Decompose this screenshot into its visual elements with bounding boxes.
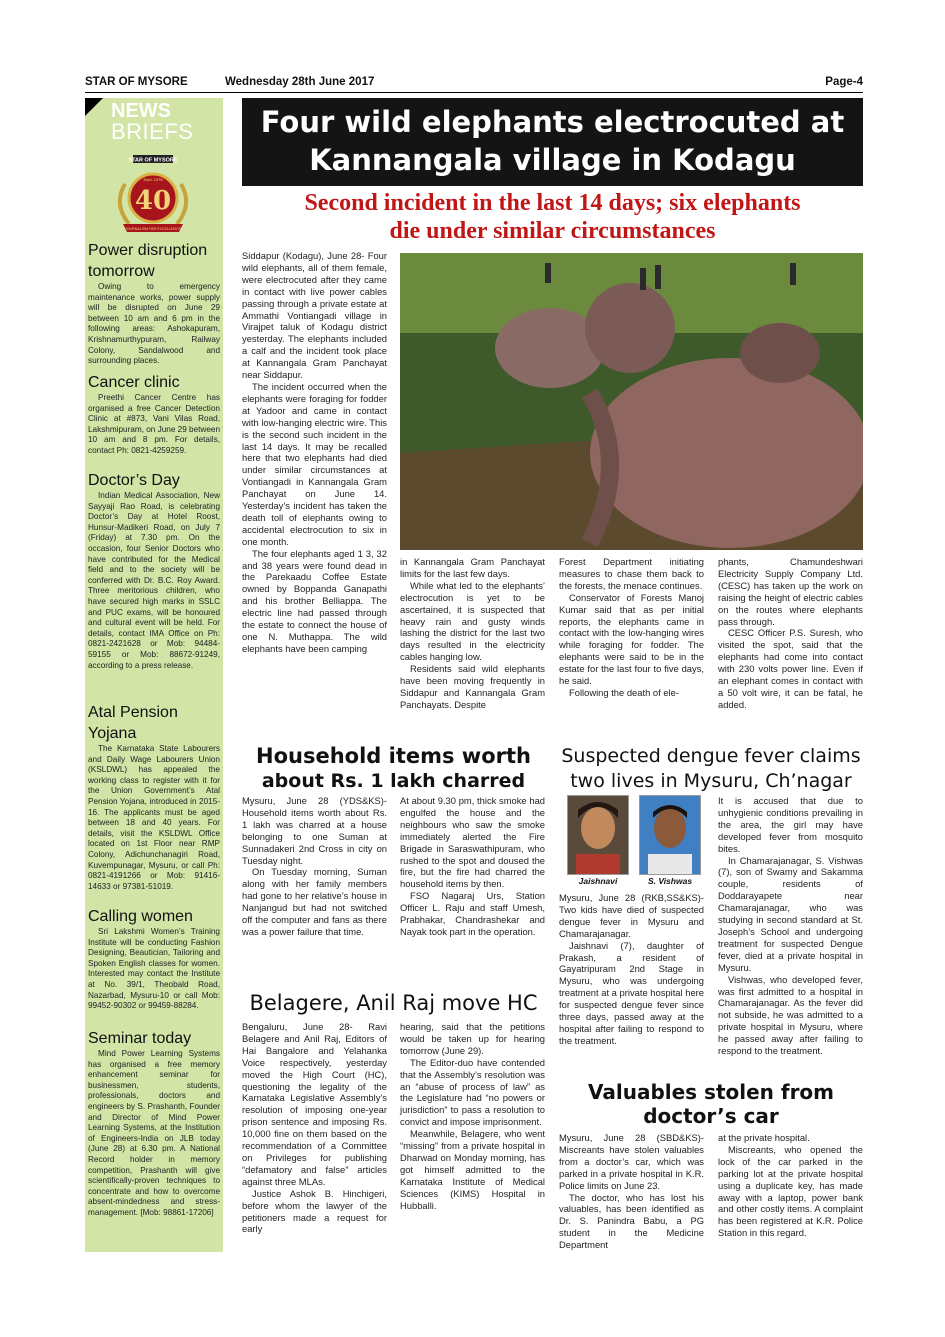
publication-name: STAR OF MYSORE (85, 76, 188, 88)
paragraph: It is accused that due to unhygienic conditions prevailing in the area, the girl may have developed fever from mosquito bites. (718, 795, 863, 854)
valuables-column-2 (718, 1132, 863, 1239)
elephant-shape (585, 283, 675, 373)
belagere-column-2 (400, 1021, 545, 1212)
caption-jaishnavi: Jaishnavi (578, 876, 618, 886)
logo-number: 40 (134, 186, 172, 216)
brief-doctors-day (88, 470, 220, 671)
paragraph: phants, Chamundeshwari Electricity Supply Company Ltd. (CESC) has taken up the work on raising the height of electric cables on the routes where elephants pass through. (718, 556, 863, 627)
paragraph: Jaishnavi (7), daughter of Prakash, a resident of Gayatripuram 2nd Stage in Mysuru, who was undergoing treatment at a private hospital here for suspected dengue fever since three days, passed away at the hospital after failing to respond to the treatment. (559, 939, 704, 1046)
logo-banner-text: JOURNALISM PAR EXCELLENCE (124, 227, 182, 231)
paragraph: at the private hospital. (718, 1132, 810, 1143)
main-headline-line1: Four wild elephants electrocuted at (260, 105, 845, 139)
issue-date: Wednesday 28th June 2017 (225, 76, 375, 88)
brief-title: Cancer clinic (88, 374, 180, 391)
brief-body: Indian Medical Association, New Sayyaji Rao Road, is celebrating Doctor’s Day at Hotel Roost, Hunsur-Madikeri Road, on July 7 (Friday) at 7.30 pm. On the occasion, four Senior Doctors who have contributed for the Medical field and to the society will be conferred with Dr. B.C. Roy Award. Three meritorious children, who have secured high marks in SSLC and PUC exams, will be honoured and cultural event will be held. For details, contact IMA Office on Ph: 0821-2421628 or Mob: 94484-59155 or Mob: 88672-91249, according to a press release. (88, 491, 220, 670)
main-headline (242, 98, 863, 186)
household-column-2 (400, 795, 545, 938)
belagere-column-1 (242, 1021, 387, 1235)
brief-title: Atal Pension Yojana (88, 704, 178, 742)
household-headline-line2: about Rs. 1 lakh charred (261, 770, 526, 792)
page-header (85, 74, 863, 93)
paragraph: The four elephants aged 1 3, 32 and 38 years were found dead in the Parekaadu Coffee Estate owned by Boppanda Ganapathi and his brother Belliappa. The electric line had passed through the estate to connect the house of one N. Muthappa. The wild elephants have been camping (242, 547, 387, 654)
paragraph: Bengaluru, June 28- Ravi Belagere and Anil Raj, Editors of Hai Bangalore and Yelahanka Voice respectively, yesterday moved the High Court (HC), questioning the legality of the Karnataka Legislative Assembly’s resolution of imposing one-year prison sentence and imposing Rs. 10,000 fine on them based on the recommendation of a Committee on Privileges for publishing “defamatory and false” articles against three MLAs. (242, 1021, 387, 1187)
paragraph: Residents said wild elephants have been moving frequently in Siddapur and Kannangala Gram Panchayats. Despite (400, 663, 545, 710)
logo-laurel-left (120, 184, 129, 224)
brief-title: Doctor’s Day (88, 472, 180, 489)
main-story-column-4 (718, 556, 863, 711)
paragraph: The incident occurred when the elephants were foraging for fodder at Yadoor and came in contact with low-hanging electric wire. This is the second such incident in the last 14 days. It may be recalled here that two elephants had died under similar circumstances at Vontiangadi in Kannangala Gram Panchayat on June 14. Yesterday’s incident has taken the death toll of elephants owing to accidental electrocution to six in one month. (242, 380, 387, 547)
elephant-shape (590, 358, 863, 548)
paragraph: FSO Nagaraj Urs, Station Officer L. Raju and staff Umesh, Prabhakar, Chandrashekar and Nayak took part in the operation. (400, 890, 545, 937)
paragraph: The Editor-duo have contended that the Assembly’s resolution was an “abuse of process of law” as the Legislature had “no powers or jurisdiction” to pass a resolution to convict and impose imprisonment. (400, 1056, 545, 1128)
paragraph: Mysuru, June 28 (RKB,SS&KS)- Two kids have died of suspected dengue fever in Mysuru and Chamarajanagar. (559, 892, 704, 939)
photo-jaishnavi (567, 795, 629, 875)
paragraph: Miscreants, who opened the lock of the car parked in the parking lot at the private hospital using a duplicate key, has made away with a laptop, power bank and other costly items. A complaint has been registered at K.R. Police Station in this regard. (718, 1143, 863, 1239)
dengue-headline-line1: Suspected dengue fever claims (561, 745, 861, 767)
paragraph: At about 9.30 pm, thick smoke had engulfed the house and the neighbours who saw the smoke immediately alerted the Fire Brigade in Saraswathipuram, who rushed to the spot and doused the fire, but the fire had charred the household items by then. (400, 795, 545, 890)
paragraph: Conservator of Forests Manoj Kumar said that as per initial reports, the elephants came in contact with the low-hanging wires while foraging for fodder. The elephants were said to be in the estate for the last four to five days, he said. (559, 591, 704, 687)
main-story-column-2 (400, 556, 545, 711)
clothing-shape (648, 854, 692, 874)
dengue-column-2 (718, 795, 863, 1057)
photo-s-vishwas (639, 795, 701, 875)
paragraph: Justice Ashok B. Hinchigeri, before whom the lawyer of the petitioners made a request for early (242, 1187, 387, 1235)
belagere-headline: Belagere, Anil Raj move HC (249, 991, 538, 1015)
valuables-headline (559, 1080, 863, 1128)
main-story-column-1 (242, 250, 387, 655)
main-deck (242, 189, 863, 245)
brief-body: Mind Power Learning Systems has organised a free memory enhancement seminar for businessmen, students, professionals, doctors and engineers by S. Prashanth, Founder and Director of Mind Power Learning Systems, at the Institution of Engineers-India on JLB today (June 28) at 6.30 pm. A National Record holder in memory competition, Prashanth will give scientifically-proven techniques to concentrate and how to overcome absent-mindedness and stress-management. [Mob: 98861-17206] (88, 1049, 220, 1217)
paragraph: in Kannangala Gram Panchayat limits for the last few days. (400, 556, 545, 579)
brief-title: Power disruption tomorrow (88, 242, 208, 280)
main-headline-line2: Kannangala village in Kodagu (309, 143, 796, 177)
dengue-headline-line2: two lives in Mysuru, Ch’nagar (570, 770, 852, 792)
brief-body: Sri Lakshmi Women’s Training Institute will be conducting Fashion Designing, Beautician, Tailoring and Spoken English classes for women. Interested may contact the Institute at No. 39/1, Theobald Road, Nazarbad, Mysuru-10 or call Mob: 99452-90302 or 99459-88284. (88, 927, 220, 1011)
paragraph: Vishwas, who developed fever, was first admitted to a hospital in Chamarajanagar. As the fever did not subside, he was admitted to a private hospital in Mysuru, where he passed away after failing to respond to the treatment. (718, 973, 863, 1057)
valuables-headline-line1: Valuables stolen from (587, 1080, 835, 1104)
paragraph: Forest Department initiating measures to chase them back to the forests, the menace continues. (559, 556, 704, 591)
news-briefs-sidebar (85, 98, 223, 1252)
paragraph: Siddapur (Kodagu), June 28- Four wild elephants, all of them female, were electrocuted after they came in contact with live power cables passing through a private estate at Ammathi Vontiangadi village in Virajpet taluk of Kodagu district yesterday. The elephants included a calf and the incident took place at Kannangala Gram Panchayat near Siddapur. (242, 250, 387, 381)
paragraph: hearing, said that the petitions would be taken up for hearing tomorrow (June 29). (400, 1021, 545, 1056)
caption-s-vishwas: S. Vishwas (647, 876, 693, 886)
clothing-shape (576, 854, 620, 874)
valuables-column-1 (559, 1132, 704, 1251)
dengue-column-1 (559, 892, 704, 1047)
brief-title: Seminar today (88, 1030, 192, 1047)
household-column-1 (242, 795, 387, 938)
brief-title: Calling women (88, 908, 193, 925)
logo-top-text: STAR OF MYSORE (128, 157, 178, 164)
brief-cancer-clinic (88, 372, 220, 457)
paragraph: While what led to the elephants’ electrocution is yet to be ascertained, it is suspected that heavy rain and gusty winds lashing the district for the last two days resulted in the electricity cables hanging low. (400, 579, 545, 663)
brief-body: Owing to emergency maintenance works, power supply will be disrupted on June 29 between 10 am and 6 pm in the following areas: Ashokapuram, Krishnamurthypuram, Railway Colony, Sandalwood and surrounding places. (88, 282, 220, 366)
brief-seminar-today (88, 1028, 220, 1219)
main-deck-line1: Second incident in the last 14 days; six elephants (304, 190, 801, 216)
logo-laurel-right (177, 184, 186, 224)
paragraph: In Chamarajanagar, S. Vishwas (7), son of Swamy and Sakamma couple, residents of Doddarayapete near Chamarajanagar, who was studying in second standard at St. Joseph’s School and undergoing treatment for suspected Dengue fever, died at a private hospital in Mysuru. (718, 854, 863, 973)
elephants-photo (400, 253, 863, 550)
face-shape (581, 807, 615, 849)
main-deck-line2: die under similar circumstances (389, 218, 716, 244)
news-briefs-title-line1: NEWS (111, 100, 171, 122)
corner-triangle (85, 98, 103, 116)
valuables-headline-line2: doctor’s car (643, 1104, 779, 1128)
paragraph: CESC Officer P.S. Suresh, who visited the spot, said that the elephants had come into contact with 230 volts power line. Even if an elephant comes in contact with a 50 volt wire, it can be fatal, he added. (718, 627, 863, 710)
household-headline (242, 744, 545, 794)
brief-atal-pension (88, 702, 220, 892)
paragraph: On Tuesday morning, Suman along with her family members had gone to her relative’s house in Nanjangud but had not switched off the computer and fans as there was a power failure that time. (242, 866, 387, 937)
brief-body: The Karnataka State Labourers and Daily Wage Labourers Union (KSLDWL) has appealed the working class to register with it for the Union Government’s Atal Pension Yojana, introduced in 2015-16. The applicants must be aged between 18 and 40 years. For details, visit the KSLDWL Office located on 1st Floor near RMP Colony, Adichunchanagiri Road, Kuvempunagar, Mysuru, or call Ph: 0821-4191266 or Mob: 91416-14633 or 97381-51019. (88, 744, 220, 891)
news-briefs-title-line2: BRIEFS (111, 119, 194, 144)
paragraph: Meanwhile, Belagere, who went “missing” from a private hospital in Dharwad on Monday morning, has got himself admitted to the Karnataka Institute of Medical Sciences (KIMS) Hospital in Hubballi. (400, 1128, 545, 1211)
brief-body: Preethi Cancer Centre has organised a free Cancer Detection Clinic at #873, Vani Vilas Road, Lakshmipuram, on June 29 between 10 am and 8 pm. For details, contact Ph: 0821-4259259. (88, 393, 220, 455)
elephant-shape (740, 323, 820, 383)
star-of-mysore-40-logo (103, 154, 203, 238)
main-story-column-3 (559, 556, 704, 699)
brief-power-disruption (88, 240, 220, 367)
paragraph: The doctor, who has lost his valuables, has been identified as Dr. S. Panindra Babu, a PG student in the Medicine Department (559, 1191, 704, 1251)
logo-est: Estd. 1978 (143, 177, 163, 182)
face-shape (654, 808, 686, 848)
paragraph: Following the death of ele- (569, 686, 679, 698)
household-headline-line1: Household items worth (256, 744, 531, 768)
dengue-headline (559, 744, 863, 794)
brief-calling-women (88, 906, 220, 1012)
paragraph: Mysuru, June 28 (SBD&KS)- Miscreants have stolen valuables from a doctor’s car, which was parked in a private hospital in K.R. Police limits on June 23. (559, 1132, 704, 1191)
page-number: Page-4 (825, 76, 863, 88)
paragraph: Mysuru, June 28 (YDS&KS)- Household items worth about Rs. 1 lakh was charred at a house belonging to one Suman at Sunnadakeri 2nd Cross in city on Tuesday night. (242, 795, 387, 866)
